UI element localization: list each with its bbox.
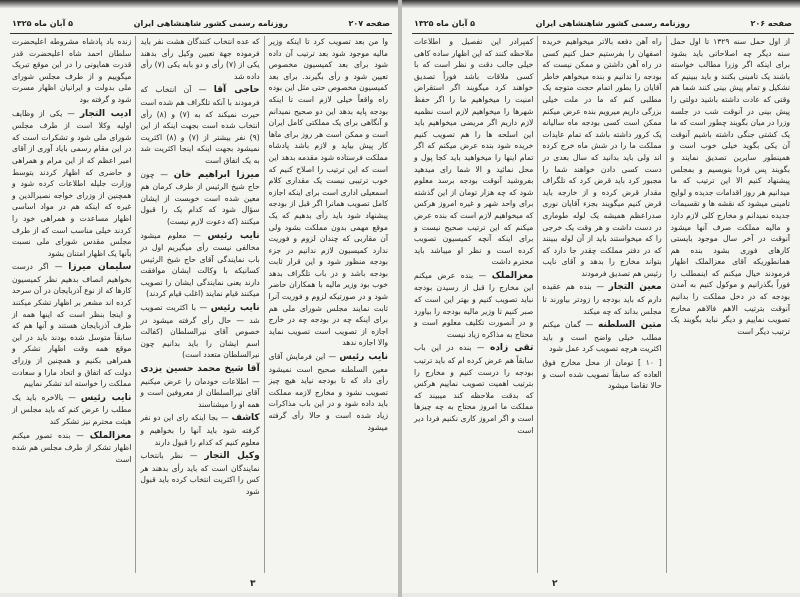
- paragraph-text: [ ۱۰ ] تومان از محل مخارج فوق العاده که سابقاً تصویب شده است و حالا تقاضا میشود: [542, 358, 662, 391]
- speaker-name: ادیب التجار: [79, 108, 132, 119]
- paragraph: [12, 430, 131, 466]
- paragraph: [12, 108, 131, 260]
- paragraph-text: — آن انتخاب که فرمودند با آنکه تلگراف هم شده است حیرت نمیکند که به (۷) و (۸) رأی انتخاب شده است بجهت اینکه از این (۹) نفر بیشتر از (۷) و (۸) اکثریت نمیشود بجهت اینکه اینجا اکثریت شد به یک اتفاق است: [140, 85, 260, 165]
- paragraph: [542, 357, 661, 392]
- paragraph: [140, 302, 259, 361]
- paragraph: [140, 412, 259, 448]
- paragraph-text: — نظر بانتخاب نمایندگان است که باید رأی بدهند هر کس را اکثریت انتخاب کرده باید قبول شود: [140, 451, 260, 496]
- speaker-name: معزالملک: [89, 430, 132, 441]
- paragraph-text: — چون حاج شیخ الرئیس از طرف کرمان هم معین شده است خوبست از ایشان سؤال شود که کدام یک را قبول میکنند (که دعوت لازم نیست): [140, 169, 260, 226]
- paragraph-text: — معلوم میشود مخالفی نیست رأی میگیریم اول در باب نمایندگی آقای حاج شیخ الرئیس کسانیکه با وکالت ایشان موافقت دارند یعنی نمایندگی ایشان را تصویب میکنند قیام نمایند (اغلب قیام کردند): [140, 230, 260, 299]
- paragraph: [542, 319, 661, 355]
- paragraph-text: کمپرادر این تفصیل و اطلاعات ملاحظه کنند که این اظهار ساده کاهی خیلی جالب دقت و نظر است که با کسی ملاقات باشد فوراً تصدیق خواهند کرد میگویند اگر استقراض امنیت را میخواهیم ما را اگر حفظ شهرها را میخواهیم لازم است نظمیه لازم داریم اگر مریضی میخواهیم باید این اسلحه ها را هم تصویب کنیم خریده شود بنده عرض میکنم که اگر تمام اینها را میخواهید باید کجا پول و محل نمائید و الا شما رای میدهید بفروشید آنوقت بودجه برسد معلوم شود که چه هزار تومان از این گذشته برای واحد شهر و غیره امروز هرکس که میخواهیم لازم است که بنده عرض میکنم که این ترتیب صحیح نیست و برای اینکه آنچه کمیسیون تصویب کرده است و نظر او میباشد باید محترم داشت: [414, 37, 534, 267]
- issue-date: ۵ آبان ماه ۱۳۲۵: [414, 18, 476, 28]
- paragraph: [140, 363, 259, 410]
- page-number: صفحه ۲۰۷: [348, 18, 390, 28]
- speaker-name: آقا شیخ محمد حسین یزدی: [140, 364, 260, 375]
- newspaper-title: روزنامه رسمی کشور شاهنشاهی ایران: [133, 18, 288, 28]
- paragraph: [140, 450, 259, 497]
- column-3: [410, 36, 537, 573]
- speaker-name: حاجی آقا: [213, 85, 260, 96]
- paragraph-text: — بنده در این باب سابقاً هم عرض کرده ام که باید ترتیب بودجه را درست کنیم و مخارج را بترتیب اهمیت تصویب نماییم هرکس که بدقت ملاحظه کند میبیند که مملکت ما امروز محتاج به چه چیزها است و اگر امروز کاری نکنیم فردا دیر است: [414, 343, 534, 435]
- paragraph: [671, 36, 790, 337]
- issue-date: ۵ آبان ماه ۱۳۲۵: [12, 18, 74, 28]
- paragraph-text: زنده باد پادشاه مشروطه اعلیحضرت سلطان احمد شاه اعلیحضرت قدر قدرت همایونی را در این موقع تبریک میگوییم و از طرف مجلس شورای ملی بدولت و ایرانیان اظهار مسرت شود و گرفته بود: [12, 37, 132, 104]
- paragraph-text: — بنده عرض میکنم این مخارج را قبل از رسیدن بودجه نباید تصویب کنیم و بهتر این است که صبر کنیم تا وزیر مالیه بودجه را بیاورد و در آنصورت تکلیف معلوم است و محتاج به مذاکره زیاد نیست: [414, 270, 534, 339]
- paragraph: [414, 342, 533, 436]
- column-3: [8, 36, 135, 573]
- paragraph-text: — اگر درست بخواهیم انصاف بدهیم نظر کمیسیون کارها که از نوع آذربایجان در آن سرحد کرده اند مشعر بر اظهار تشکر میکنند و اینجا بنظر است که اینها همه از طرف آذربایجان هستند و آنها هم که سابقاً متوسل شده بودند باید در این موقع همه وقت اظهار تشکر و همراهی بکنیم و همچنین از وزرای دولت که اتفاق و اتحاد مارا و سعادت مملکت را خواسته اند تشکر نماییم: [12, 262, 132, 389]
- paragraph-text: راه آهن دفعه بالاتر میخواهیم خریده اصفهان را بفرستیم حمل کنیم کسی در راه آهن داشتن و ممکن نیست که بودجه را ندانیم و بنده میخواهم خاطر آقایان را بطور اتمام حجت متوجه یک مطلبی کنم که ما در ملت خیلی بزرگی داریم میرویم بنده عرض میکنم ممکن است کسی بودجه ماه سالیانه یک کرور داشته باشد که تمام عایدات مملکت ما را در شش ماه خرج کرده اند ولی باید بدانید که سال بعدی در دست کسی دادن خواهند شما را مجبور کرد باید قرض کرد که تلگراف مقدار قرض کرده و از خارجه باید قرض کنیم میگویند بجزء آقایان نوری صدراعظم همیشه یک لوله طوماری در دست داشت و هر وقت یک خرجی را که میخواستند باید از آن لوله ببینند که در دفتر مملکت چقدر جا دارد که بتواند مخارج را بدهد و آقای نایب رئیس هم تصدیق فرمودند: [542, 37, 662, 278]
- header-rule: [412, 33, 794, 34]
- paragraph-text: وا من بعد تصویب کرد تا اینکه وزیر مالیه موجود شود بعد ترتیب آن داده شود برای بعد کمیسیون مخصوص تعیین شود و رأی بگیرند. برای بعد کمیسیون مخصوص حتی مثل این بوده راه واقعاً خیلی لازم است تا اینکه بودجه پایه بدهد این دو صحیح نمیدانم و آنگاهی برای یک مملکتی کامل ایران است و ممکن است هر روز برای ماها کار پیش بیاید و لازم باشد پادشاه مملکت فرستاده شود مقدمه بدهد این است که این ترتیب را اصلاح کنیم که خوب ترتیبی نیست یک مقداری کلام اسمعیلی اداری است برای اینکه اجازه کامل تصویب همانرا اگر قبل از بودجه پیشنهاد شود باید رأی بدهیم که یک موقع مهمی بدون مملکت بشود ولی آن مقاربی که چندان لزوم و فوریت ندارد کمیسیون لازم ندانیم در جزء بودجه منظور شود و این قرار ثابت بودجه باشد و در باب تلگراف بدهد خوب بود وزیر مالیه با همکاران حاضر شود و در صورتیکه لزوم و فوریت آنرا ثابت نمایند مجلس شورای ملی هم برای اینکه چه در بودجه چه در خارج اجازه از تصویب است تصویب نماید والا اجازه ندهد: [268, 37, 388, 348]
- paragraph: [269, 351, 388, 433]
- paragraph: [414, 36, 533, 268]
- column-1: [264, 36, 392, 573]
- header-rule: [10, 33, 392, 34]
- column-2: [537, 36, 665, 573]
- paragraph-text: — یکی از وظایف اولیه وکلا است از طرف مجلس شورای ملی شود و تشکرات است که در این مقام رسمی بایاد آوری از آقای امیر اعظم که از این مرام و همراهی و حاضری که اظهار کردند بتوسط وزارت جلیله اطلاعات کرده شود و همچنین از وزرای خواجه نصیرالدین و غیره که اینکه هم در مواد اساسی اظهار مساعدت و همراهی خود را کردند خیلی مناسب است که از طرف مجلس مقدس شورای ملی نسبت بآنها یک اظهار امتنان بشود: [12, 108, 132, 258]
- text-columns: [8, 36, 392, 573]
- paragraph-text: — با اکثریت تصویب شد — حال رأی گرفته میشود در خصوص آقای نیرالسلطان (کفالت اسم ایشان را باید بدانیم چون نیرالسلطان متعدد است): [140, 303, 260, 360]
- speaker-name: تقی زاده: [490, 343, 534, 354]
- speaker-name: معزالملک: [491, 270, 534, 281]
- paragraph: [12, 261, 131, 390]
- paragraph: [269, 36, 388, 349]
- paragraph-text: — بالاخره باید یک مطلب را عرض کنم که باید مجلس از هیئت محترم نیز تشکر کند: [12, 392, 132, 426]
- paragraph: [542, 281, 661, 317]
- page-header: [414, 16, 792, 30]
- paragraph-text: از اول حمل سنه ۱۳۲۹ تا اول حمل سنه دیگر چه اصلاحاتی باید بشود برای اینکه اگر وزرا مطالب خواسته باشند یک تامینی بکنند و باید ببینیم که تشکیل و تمام پیش بینی کنند شما هم وقتی که عادت داشته باشید دولتی را پیش بینی در آنوقت شب در جلسه وزرا در میان بگویند چطور است که ما یک کشتی جنگی داشته باشیم آنوقت آن یکی بگوید خیلی خوب است و همینطور سایرین تصدیق نمایند و بگویند پس فردا بنویسیم و بمجلس پیشنهاد کنیم الا این ترتیب که ما میدانیم هر روز اقدامات جدیده و لوایح تامینی میشود که نقشه ها و تقسیمات جدیده نمیدانم و مخارج کلی لازم دارد و مالیه مملکت صرف آنها میشود آنوقت در آخر سال موجود بایستی کارهای فوری بشود بنده هم همانطوریکه آقای معزالملک اظهار فرمودند خیال میکنم که اینمطلب را فوراً بگذرانیم و موکول کنیم به آمدن بودجه که در دخل مملکت را بدانیم آنوقت بترتیب الاهم فالاهم مخارج تصویب نماییم و دیگر نباید بگویند یک ترتیب دیگر است: [670, 37, 790, 336]
- paragraph: [140, 36, 259, 82]
- paragraph: [140, 230, 259, 301]
- speaker-name: سلیمان میرزا: [68, 262, 132, 273]
- paragraph-text: — بنده تصور میکنم اظهار تشکر از طرف مجلس هم شده است: [12, 430, 132, 464]
- page-number: صفحه ۲۰۶: [750, 18, 792, 28]
- speaker-name: وکیل التجار: [204, 451, 260, 462]
- column-2: [135, 36, 263, 573]
- paragraph-text: — بنده هم عقیده دارم که باید بودجه را زودتر بیاورند تا مجلس بداند که چه میکند: [542, 282, 662, 316]
- speaker-name: معین التجار: [608, 282, 662, 293]
- speaker-name: نایب رئیس: [210, 303, 260, 314]
- paragraph-text: — بجا اینکه رای این دو نفر گرفته شود باید آنها را بخواهیم و معلوم کنیم که کدام را قبول دارند: [140, 413, 260, 447]
- paragraph-text: — اطلاعات خودمان را عرض میکنیم آقای نیرالسلطان از معروفین است و همه او را میشناسند: [140, 376, 260, 409]
- folio-number: ۲: [552, 579, 558, 589]
- paragraph: [12, 392, 131, 428]
- page-header: [12, 16, 390, 30]
- speaker-name: نایب رئیس: [80, 392, 132, 403]
- newspaper-page-207: [0, 8, 398, 593]
- column-1: [666, 36, 794, 573]
- paragraph: [12, 36, 131, 106]
- speaker-name: کاشف: [231, 413, 260, 424]
- newspaper-page-206: [402, 8, 800, 593]
- paragraph: [542, 36, 661, 279]
- paragraph: [414, 270, 533, 341]
- paragraph-text: که عده انتخاب کنندگان هشت نفر باید فرموده جهة تعیین وکیل رأی بدهند یکی از (۷) رأی و دو بابه یکی (۷) رأی داده شد: [140, 37, 260, 81]
- speaker-name: نایب رئیس: [207, 230, 260, 241]
- newspaper-title: روزنامه رسمی کشور شاهنشاهی ایران: [535, 18, 690, 28]
- speaker-name: نایب رئیس: [339, 352, 388, 363]
- paragraph-text: — گمان میکنم مطلب خیلی واضح است و باید اکثریت هرچه تصویب کرد عمل شود: [542, 320, 662, 354]
- text-columns: [410, 36, 794, 573]
- speaker-name: میرزا ابراهیم خان: [173, 169, 260, 180]
- paragraph: [140, 84, 259, 166]
- folio-number: ۳: [250, 579, 256, 589]
- paragraph-text: — این فرمایش آقای معین السلطنه صحیح است نمیشود رأی داد که تا بودجه نیاید هیچ چیز تصویب نشود و مخارج لازمه مملکت باید داده شود و در این باب مذاکرات زیاد شده است و حالا رأی گرفته میشود: [268, 352, 388, 432]
- paragraph: [140, 169, 259, 228]
- speaker-name: متین السلطنه: [597, 320, 662, 331]
